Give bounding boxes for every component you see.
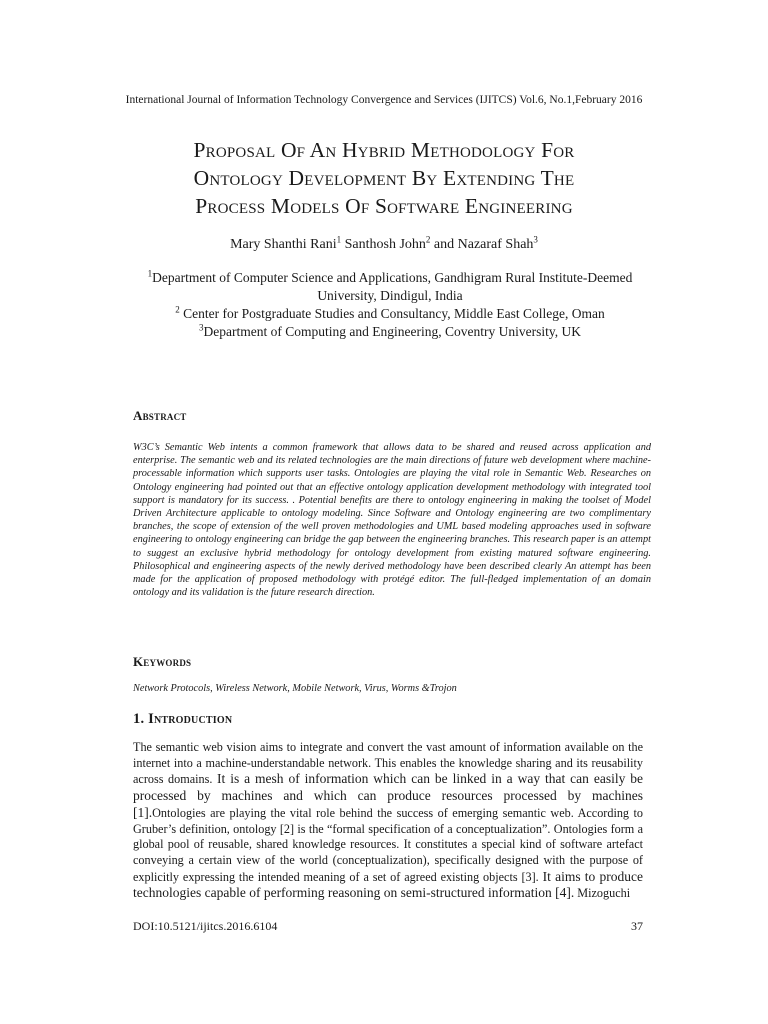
abstract-heading: Abstract xyxy=(133,408,187,423)
title-line: Ontology Development By Extending The xyxy=(193,166,575,190)
affiliation-line xyxy=(140,269,640,287)
intro-text: It is a mesh of information which can be linked in a way that can easily be processed by machines and which can produce resources processed by machines [1]. xyxy=(133,771,644,820)
keywords-text: Network Protocols, Wireless Network, Mobile Network, Virus, Worms &Trojon xyxy=(133,683,457,694)
keywords-heading: Keywords xyxy=(133,654,192,669)
intro-text: It aims to produce technologies capable of performing reasoning on semi-structured information [4]. xyxy=(133,868,643,901)
affiliation-text: Center for Postgraduate Studies and Consultancy, Middle East College, Oman xyxy=(179,306,605,321)
author-name: Santhosh John xyxy=(341,237,426,252)
affiliation-text: Department of Computing and Engineering, Coventry University, UK xyxy=(203,324,581,339)
abstract-text: W3C’s Semantic Web intents a common framework that allows data to be shared and reused across application and enterprise. The semantic web and its related technologies are the main directions of future web development where machine-processable information which supports user tasks. Ontologies are playing the vital role in Semantic Web. Researches on Ontology engineering had pointed out that an effective ontology application development methodology with integrated tool support is mandatory for its success. . Potential benefits are there to ontology engineering in making the toolset of Model Driven Architecture applicable to ontology modeling. Since Software and Ontology engineering are two complimentary branches, the scope of extension of the well proven methodologies and UML based modeling approaches used in software engineering to ontology engineering can bridge the gap between the engineering branches. This research paper is an attempt to suggest an exclusive hybrid methodology for ontology development from existing matured software engineering. Philosophical and engineering aspects of the newly derived methodology have been described clearly An attempt has been made for the application of proposed methodology with protégé editor. The full-fledged implementation of an domain ontology and its validation is the future research direction. xyxy=(133,442,651,599)
affiliation-text: University, Dindigul, India xyxy=(317,288,463,303)
journal-header: International Journal of Information Technology Convergence and Services (IJITCS) Vol.6, No.1,February 2016 xyxy=(125,94,643,106)
introduction-heading: 1. Introduction xyxy=(133,711,233,727)
author-name: and Nazaraf Shah xyxy=(430,237,534,252)
affiliation-line xyxy=(140,323,640,341)
affiliation-sup: 3 xyxy=(199,322,204,333)
title-line: Process Models Of Software Engineering xyxy=(195,194,573,218)
author-sup: 2 xyxy=(425,234,431,245)
page-number: 37 xyxy=(631,919,643,933)
title-line: Proposal Of An Hybrid Methodology For xyxy=(193,138,575,162)
intro-text: Mizoguchi xyxy=(574,886,631,901)
affiliation-line xyxy=(140,305,640,323)
author-list xyxy=(0,234,768,253)
author-name: Mary Shanthi Rani xyxy=(230,237,337,252)
affiliation-text: Department of Computer Science and Applications, Gandhigram Rural Institute-Deemed xyxy=(152,270,633,285)
paper-title xyxy=(90,136,678,220)
intro-text: Ontologies are playing the vital role behind the success of emerging semantic web. According to Gruber’s definition, ontology [2] is the “formal specification of a conceptualization”. Ontologies form a global pool of reusable, shared knowledge resources. It constitutes a special kind of software artefact conveying a certain view of the world (conceptualization), specifically designed with the purpose of explicitly expressing the intended meaning of a set of agreed existing objects [3]. xyxy=(133,805,643,884)
affiliations xyxy=(140,269,640,341)
author-sup: 3 xyxy=(533,234,538,245)
author-sup: 1 xyxy=(336,234,342,245)
introduction-body xyxy=(133,740,643,902)
doi-text: DOI:10.5121/ijitcs.2016.6104 xyxy=(133,919,278,933)
affiliation-sup: 2 xyxy=(175,304,180,315)
affiliation-sup: 1 xyxy=(147,268,153,279)
affiliation-line xyxy=(140,287,640,305)
intro-text: The semantic web vision aims to integrate and convert the vast amount of information available on the internet into a machine-understandable network. This enables the knowledge sharing and its reusability across domains. xyxy=(133,740,643,787)
